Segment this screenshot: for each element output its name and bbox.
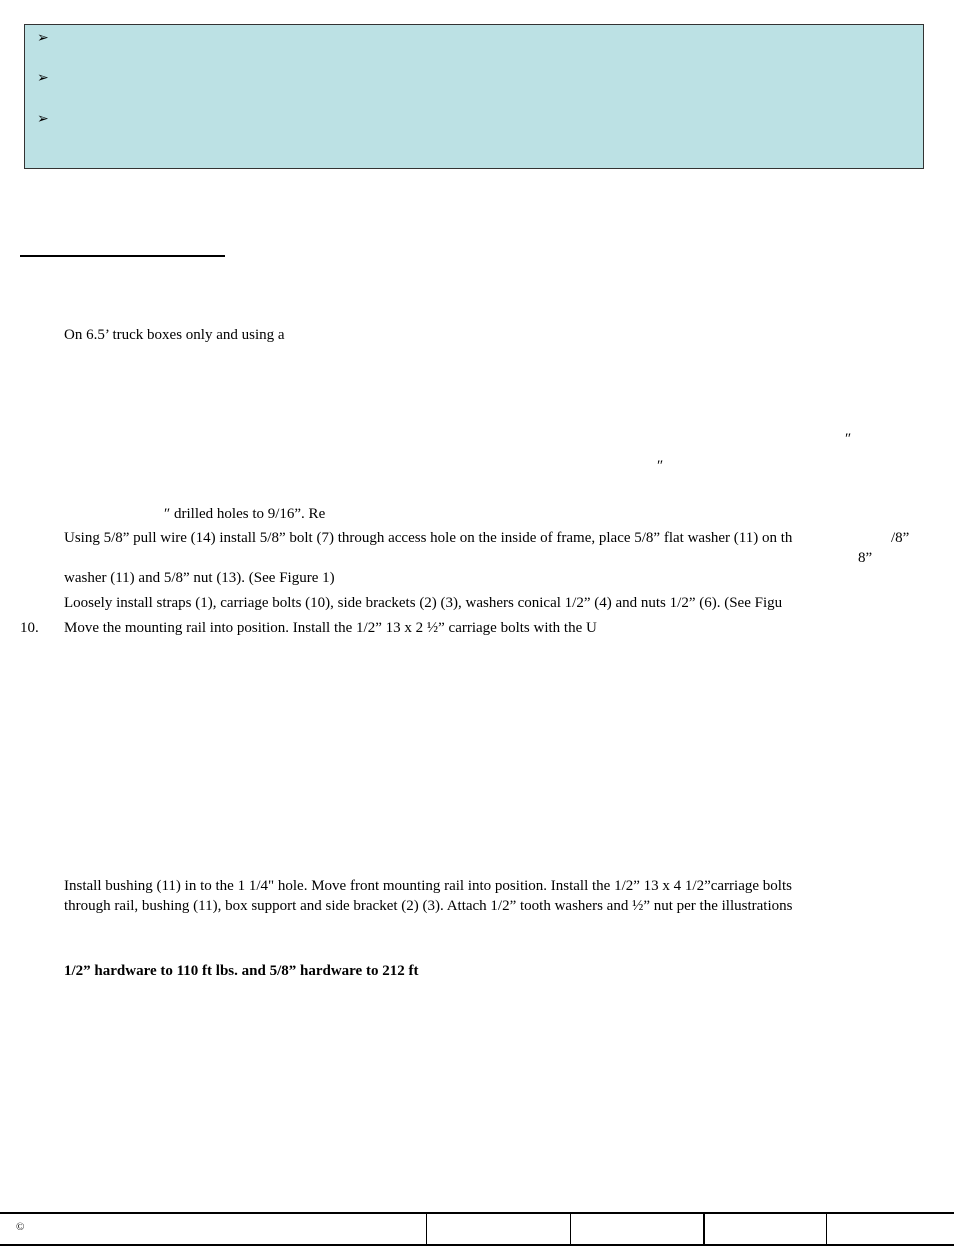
step-text-pull-wire-tail: /8” [891,530,910,546]
section-heading-underline [20,255,225,257]
inch-mark: ″ [845,431,852,447]
footer-cell [703,1214,705,1244]
step-number: 10. [20,620,39,636]
step-text-drilled-holes: ″ drilled holes to 9/16”. Re [164,506,326,522]
footer-cell [570,1214,571,1244]
notice-box [24,24,924,169]
step-text-washer: washer (11) and 5/8” nut (13). (See Figure 1) [64,570,335,586]
bullet-arrow-icon: ➢ [37,71,49,86]
step-text-install-bushing: Install bushing (11) in to the 1 1/4" hole. Move front mounting rail into position. Install the 1/2” 13 x 4 1/2”carriage bolts [64,878,792,894]
footer-table [0,1212,954,1246]
step-text-bushing-continued: through rail, bushing (11), box support and side bracket (2) (3). Attach 1/2” tooth washers and ½” nut per the illustrations [64,898,793,914]
step-text-pull-wire: Using 5/8” pull wire (14) install 5/8” bolt (7) through access hole on the inside of frame, place 5/8” flat washer (11) on th [64,530,793,546]
step-text-fragment: 8” [858,550,873,566]
step-text-mounting-rail: Move the mounting rail into position. Install the 1/2” 13 x 2 ½” carriage bolts with the U [64,620,597,636]
step-text-6-5-boxes: On 6.5’ truck boxes only and using a [64,327,285,343]
footer-cell [426,1214,427,1244]
bullet-arrow-icon: ➢ [37,112,49,127]
torque-spec: 1/2” hardware to 110 ft lbs. and 5/8” hardware to 212 ft [64,963,419,979]
copyright-mark: © [16,1221,25,1233]
step-text-loosely-install: Loosely install straps (1), carriage bolts (10), side brackets (2) (3), washers conical 1/2” (4) and nuts 1/2” (6). (See Figu [64,595,783,611]
inch-mark: ″ [657,458,664,474]
footer-cell [826,1214,827,1244]
bullet-arrow-icon: ➢ [37,31,49,46]
